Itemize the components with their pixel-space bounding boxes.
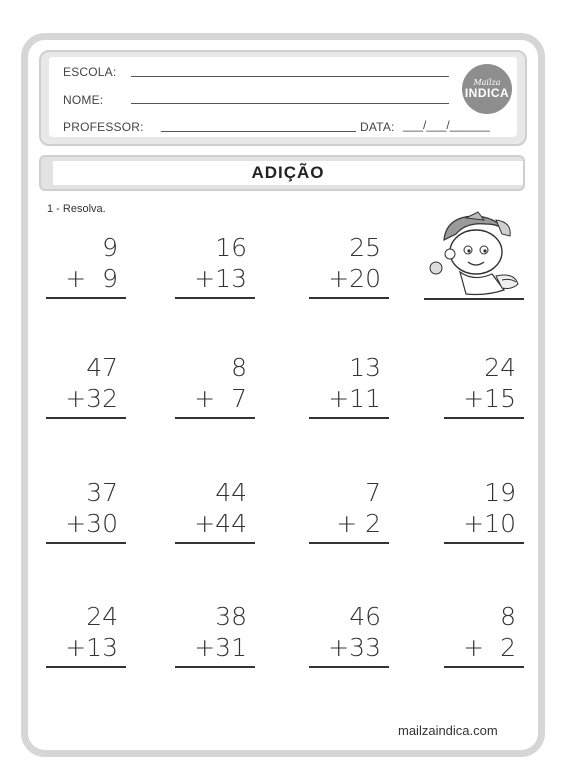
- addition-problem: [46, 479, 126, 555]
- addend-top: 37: [86, 478, 118, 507]
- answer-line[interactable]: [309, 417, 389, 419]
- addend-top: 47: [86, 353, 118, 382]
- answer-line[interactable]: [46, 417, 126, 419]
- addition-problem: [309, 479, 389, 555]
- title-inner: [53, 161, 523, 185]
- addend-bottom: +11: [328, 384, 381, 413]
- name-label: NOME:: [63, 93, 104, 107]
- addend-bottom: +15: [463, 384, 516, 413]
- addend-bottom: +32: [65, 384, 118, 413]
- page-title: ADIÇÃO: [251, 163, 325, 182]
- addition-problem: [46, 603, 126, 679]
- answer-line[interactable]: [309, 542, 389, 544]
- name-line[interactable]: [131, 103, 449, 104]
- addition-problem: [309, 354, 389, 430]
- instruction-text: 1 - Resolva.: [47, 203, 106, 215]
- addend-bottom: + 2: [336, 509, 381, 538]
- addend-bottom: +13: [194, 264, 247, 293]
- answer-line[interactable]: [309, 297, 389, 299]
- date-blanks[interactable]: ___/___/______: [403, 118, 490, 132]
- school-label: ESCOLA:: [63, 65, 117, 79]
- addend-bottom: +33: [328, 633, 381, 662]
- addition-problem: [444, 354, 524, 430]
- addend-top: 25: [349, 233, 381, 262]
- answer-line[interactable]: [444, 666, 524, 668]
- addition-problem: [175, 354, 255, 430]
- addend-top: 38: [215, 602, 247, 631]
- addend-top: 19: [484, 478, 516, 507]
- addition-problem: [46, 234, 126, 310]
- addition-problem: [309, 603, 389, 679]
- title-bar: [39, 155, 525, 191]
- addend-bottom: +13: [65, 633, 118, 662]
- addend-top: 24: [86, 602, 118, 631]
- addition-problem: [444, 603, 524, 679]
- addition-problem: [46, 354, 126, 430]
- addition-problem: [175, 603, 255, 679]
- addend-top: 13: [349, 353, 381, 382]
- addition-problem: [175, 479, 255, 555]
- answer-line[interactable]: [46, 666, 126, 668]
- date-label: DATA:: [360, 120, 395, 134]
- addend-bottom: + 9: [65, 264, 118, 293]
- boy-illustration-icon: [426, 210, 526, 302]
- addition-problem: [175, 234, 255, 310]
- footer-url[interactable]: mailzaindica.com: [398, 723, 498, 738]
- answer-line[interactable]: [175, 417, 255, 419]
- addend-top: 8: [231, 353, 247, 382]
- addend-top: 44: [215, 478, 247, 507]
- addend-top: 9: [102, 233, 118, 262]
- answer-line[interactable]: [444, 542, 524, 544]
- addend-bottom: +44: [194, 509, 247, 538]
- logo-text-bottom: INDICA: [464, 86, 510, 100]
- answer-line[interactable]: [175, 666, 255, 668]
- brand-logo: [462, 64, 512, 114]
- addend-top: 16: [215, 233, 247, 262]
- addend-top: 8: [500, 602, 516, 631]
- addend-bottom: +30: [65, 509, 118, 538]
- addend-top: 24: [484, 353, 516, 382]
- addend-bottom: +10: [463, 509, 516, 538]
- addend-bottom: + 7: [194, 384, 247, 413]
- answer-line[interactable]: [175, 542, 255, 544]
- school-line[interactable]: [131, 76, 449, 77]
- answer-line[interactable]: [46, 542, 126, 544]
- addend-bottom: + 2: [463, 633, 516, 662]
- addend-top: 7: [365, 478, 381, 507]
- addition-problem: [309, 234, 389, 310]
- answer-line[interactable]: [175, 297, 255, 299]
- addend-top: 46: [349, 602, 381, 631]
- answer-line[interactable]: [444, 417, 524, 419]
- answer-line[interactable]: [46, 297, 126, 299]
- logo-text-top: Mailza: [473, 78, 501, 87]
- teacher-line[interactable]: [161, 131, 356, 132]
- addend-bottom: +31: [194, 633, 247, 662]
- addend-bottom: +20: [328, 264, 381, 293]
- answer-line[interactable]: [309, 666, 389, 668]
- addition-problem: [444, 479, 524, 555]
- teacher-label: PROFESSOR:: [63, 120, 144, 134]
- answer-line: [424, 298, 524, 300]
